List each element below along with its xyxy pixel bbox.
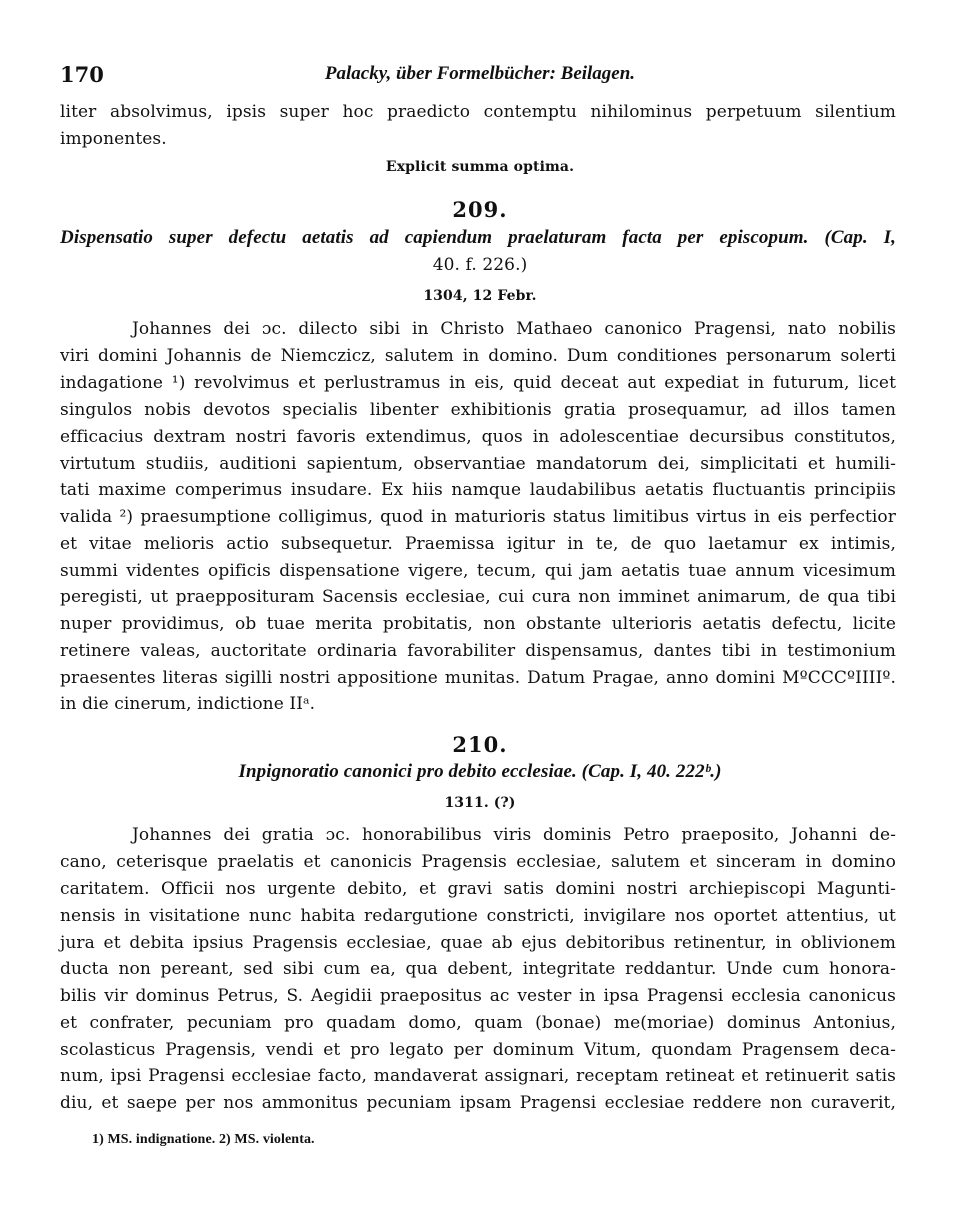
paragraph-line: caritatem. Officii nos urgente debito, et gravi satis domini nostri archiepiscopi Magunti- [60,879,896,899]
section-title-209-cont: 40. f. 226.) [432,255,528,275]
paragraph-line: praesentes literas sigilli nostri appositione munitas. Datum Pragae, anno domini MºCCCºIIIIº. [60,668,896,688]
section-date-209: 1304, 12 Febr. [423,288,537,304]
running-title: Palacky, über Formelbücher: Beilagen. [324,63,636,84]
page-number: 170 [60,62,104,87]
section-title-210: Inpignoratio canonici pro debito ecclesiae. (Cap. I, 40. 222ᵇ.) [238,761,722,782]
intro-line: liter absolvimus, ipsis super hoc praedicto contemptu nihilominus perpetuum silentium [60,102,896,122]
paragraph-line: et confrater, pecuniam pro quadam domo, quam (bonae) me(moriae) dominus Antonius, [60,1013,896,1033]
paragraph-line: nensis in visitatione nunc habita redargutione constricti, invigilare nos oportet attentius, ut [60,906,896,926]
paragraph-line: tati maxime comperimus insudare. Ex hiis namque laudabilibus aetatis fluctuantis principiis [60,480,896,500]
paragraph-line: virtutum studiis, auditioni sapientum, observantiae mandatorum dei, simplicitati et humili- [60,454,896,474]
paragraph-line: summi videntes opificis dispensatione vigere, tecum, qui jam aetatis tuae annum vicesimum [60,561,896,581]
paragraph-line: diu, et saepe per nos ammonitus pecuniam ipsam Pragensi ecclesiae reddere non curaverit, [60,1093,896,1113]
paragraph-line: singulos nobis devotos specialis libenter exhibitionis gratia prosequamur, ad illos tamen [60,400,896,420]
paragraph-line: efficacius dextram nostri favoris extendimus, quos in adolescentiae decursibus constitutos, [60,427,896,447]
paragraph-line: nuper providimus, ob tuae merita probitatis, non obstante ulterioris aetatis defectu, licite [60,614,896,634]
paragraph-line: in die cinerum, indictione IIᵃ. [60,694,316,714]
paragraph-line: scolasticus Pragensis, vendi et pro legato per dominum Vitum, quondam Pragensem deca- [60,1040,896,1060]
paragraph-line: viri domini Johannis de Niemczicz, salutem in domino. Dum conditiones personarum solerti [60,346,896,366]
section-date-210: 1311. (?) [444,795,516,811]
footnotes: 1) MS. indignatione. 2) MS. violenta. [92,1132,315,1147]
paragraph-line: Johannes dei ɔc. dilecto sibi in Christo Mathaeo canonico Pragensi, nato nobilis [132,319,896,339]
running-head [60,62,900,92]
paragraph-line: bilis vir dominus Petrus, S. Aegidii praepositus ac vester in ipsa Pragensi ecclesia canonicus [60,986,896,1006]
paragraph-line: valida ²) praesumptione colligimus, quod in maturioris status limitibus virtus in eis perfectior [60,507,896,527]
paragraph-line: num, ipsi Pragensi ecclesiae facto, mandaverat assignari, receptam retineat et retinuerit satis [60,1066,896,1086]
paragraph-line: cano, ceterisque praelatis et canonicis Pragensis ecclesiae, salutem et sinceram in domino [60,852,896,872]
section-number-210: 210. [452,732,508,757]
intro-line: imponentes. [60,129,167,149]
section-title-209: Dispensatio super defectu aetatis ad capiendum praelaturam facta per episcopum. (Cap. I, [60,227,896,248]
paragraph-line: et vitae melioris actio subsequetur. Praemissa igitur in te, de quo laetamur ex intimis, [60,534,896,554]
paragraph-line: peregisti, ut praepposituram Sacensis ecclesiae, cui cura non imminet animarum, de qua tibi [60,587,896,607]
paragraph-line: jura et debita ipsius Pragensis ecclesiae, quae ab ejus debitoribus retinentur, in oblivionem [60,933,896,953]
paragraph-line: Johannes dei gratia ɔc. honorabilibus viris dominis Petro praeposito, Johanni de- [132,825,896,845]
explicit-line: Explicit summa optima. [385,159,575,175]
section-number-209: 209. [452,197,508,222]
paragraph-line: ducta non pereant, sed sibi cum ea, qua debent, integritate reddantur. Unde cum honora- [60,959,896,979]
paragraph-line: indagatione ¹) revolvimus et perlustramus in eis, quid deceat aut expediat in futurum, licet [60,373,896,393]
paragraph-line: retinere valeas, auctoritate ordinaria favorabiliter dispensamus, dantes tibi in testimonium [60,641,896,661]
